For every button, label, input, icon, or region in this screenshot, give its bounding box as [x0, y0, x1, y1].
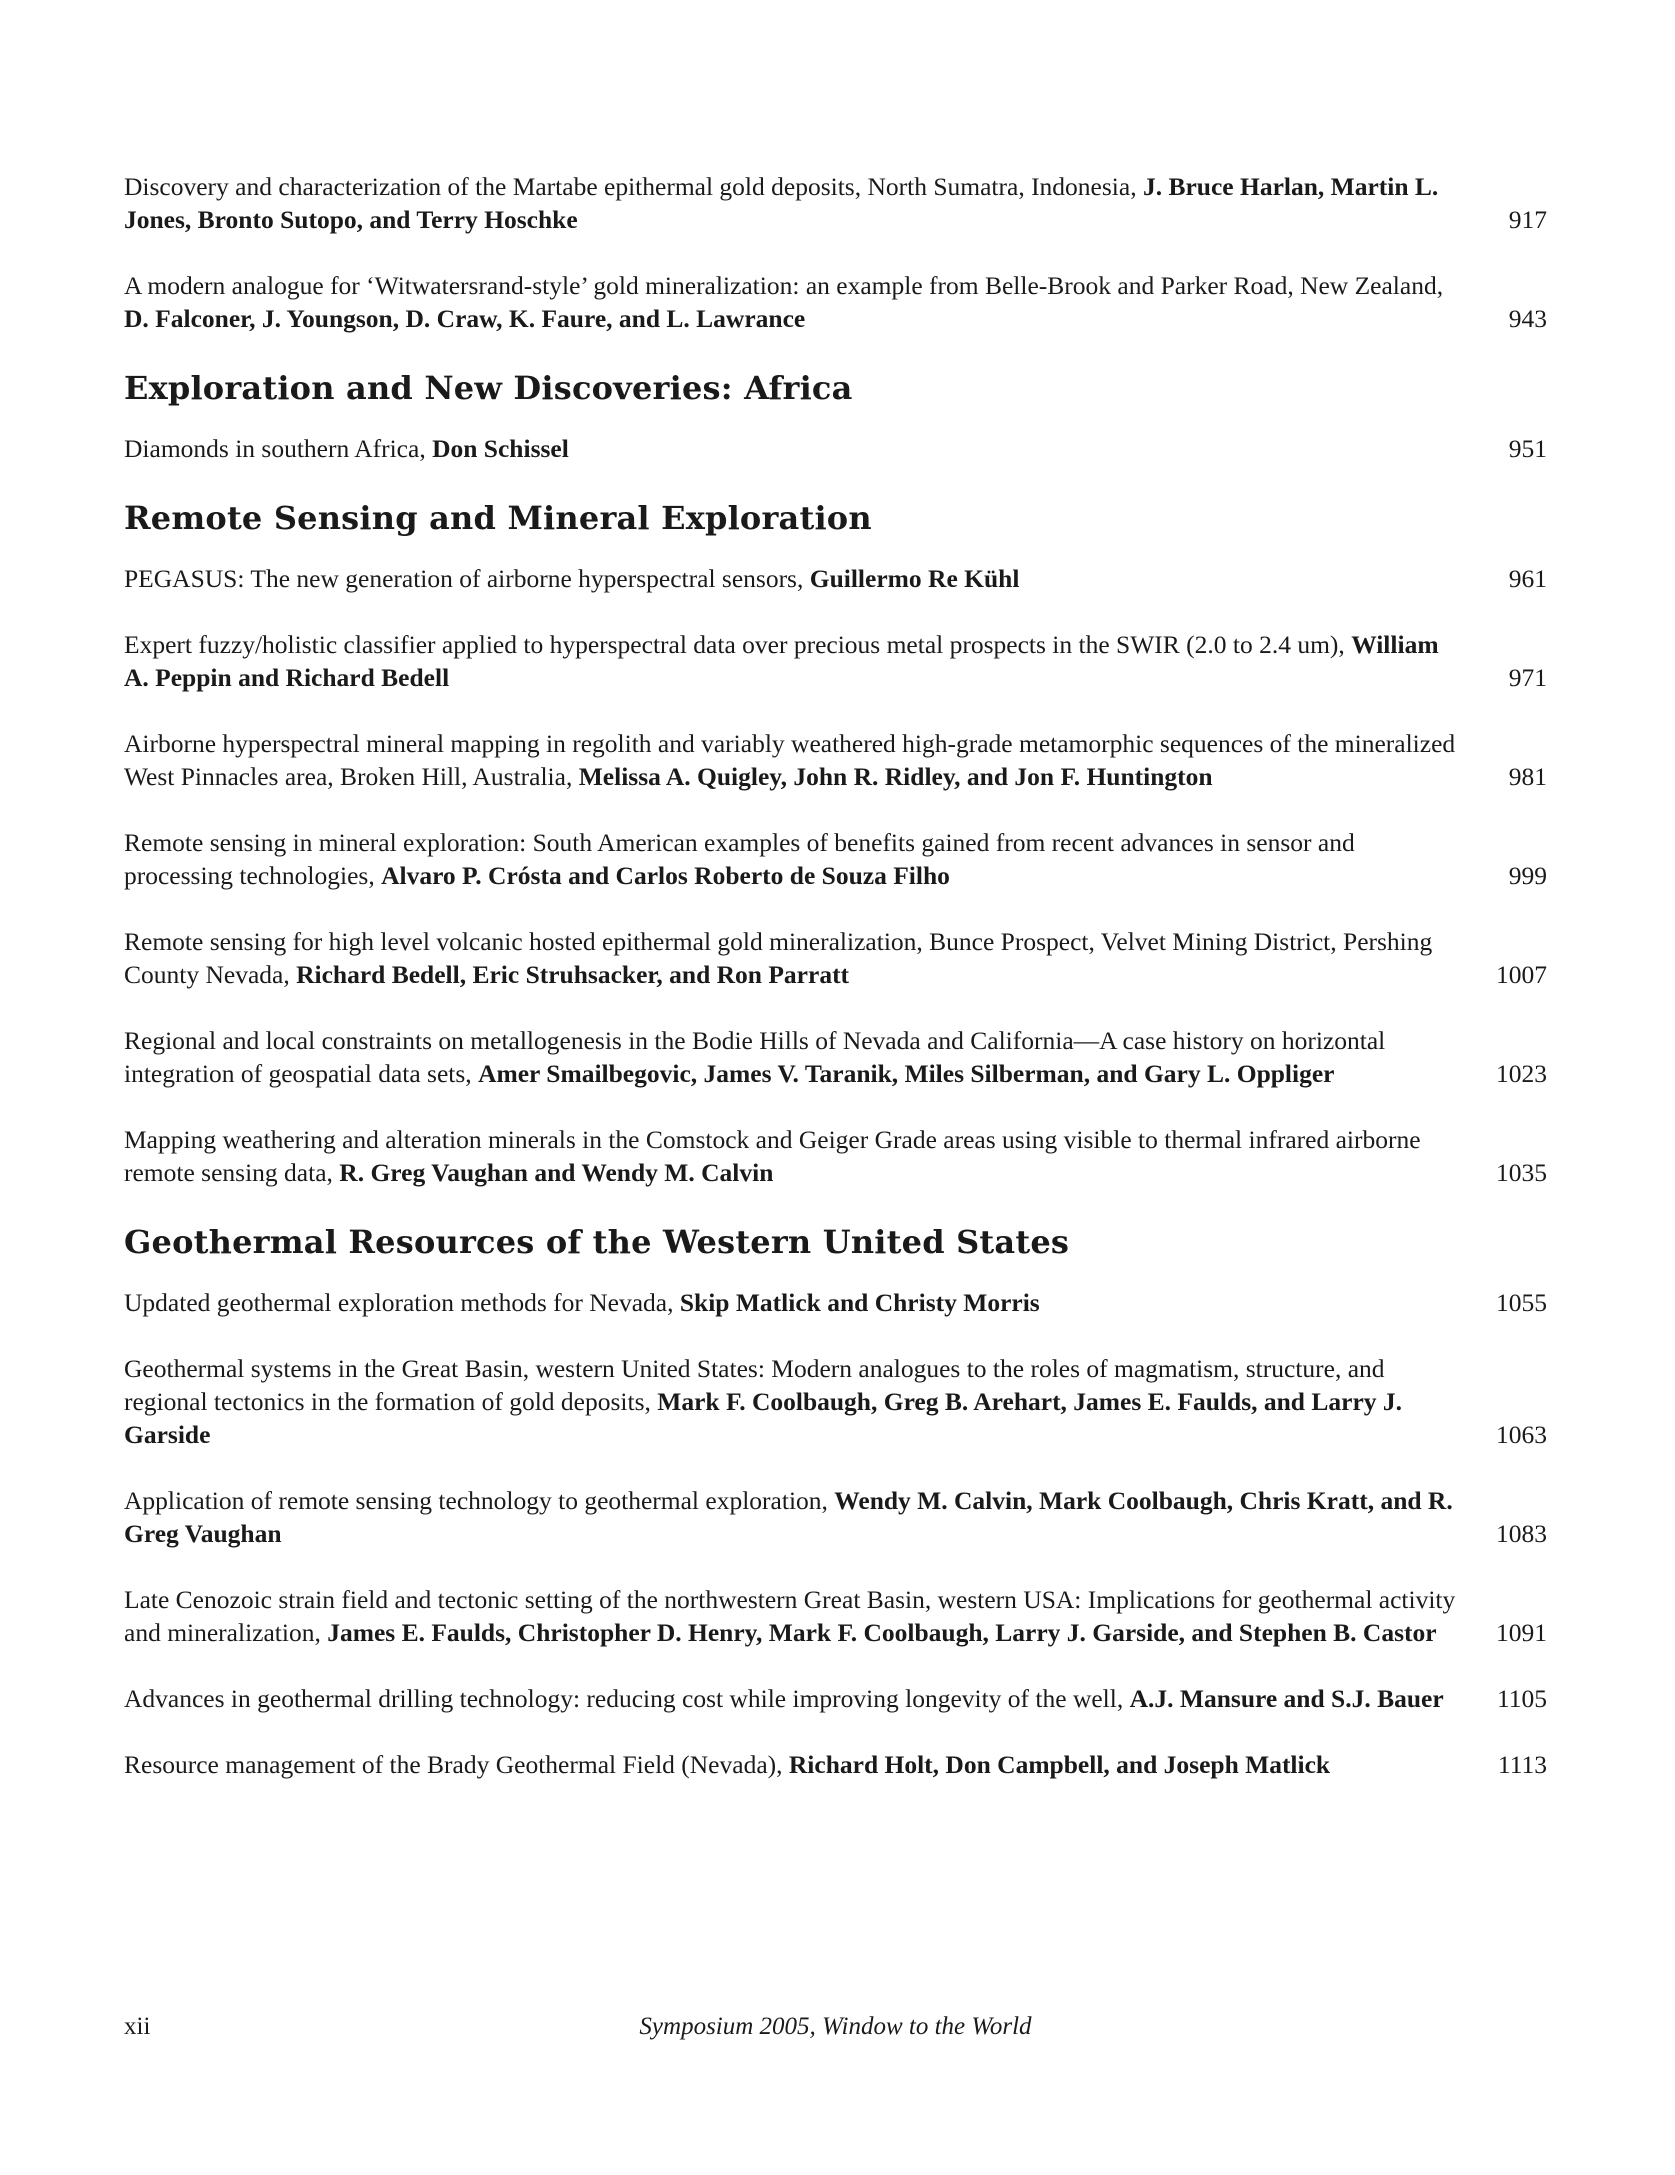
entry-title: Remote sensing in mineral exploration: South American examples of benefits gained from recent advances in sensor and processing technologies,: [124, 828, 1355, 890]
entry-text: [124, 826, 1485, 892]
entry-title: Diamonds in southern Africa,: [124, 434, 433, 463]
toc-entry: [124, 1583, 1547, 1649]
entry-page-number: 1113: [1497, 1750, 1547, 1779]
entry-text: [124, 432, 1485, 465]
toc-entry: [124, 925, 1547, 991]
entry-text: [124, 727, 1485, 793]
entry-title: Remote sensing for high level volcanic hosted epithermal gold mineralization, Bunce Prospect, Velvet Mining District, Pershing County Nevada,: [124, 927, 1433, 989]
entry-authors: Alvaro P. Crósta and Carlos Roberto de Souza Filho: [381, 861, 950, 890]
entry-page-number: 943: [1508, 304, 1547, 333]
entry-text: [124, 1352, 1485, 1451]
section-heading: Remote Sensing and Mineral Exploration: [124, 499, 872, 537]
entry-page-number: 1023: [1496, 1059, 1547, 1088]
toc-entry: [124, 1748, 1547, 1781]
entry-text: [124, 562, 1485, 595]
toc-entry: [124, 1286, 1547, 1319]
toc-entry: [124, 170, 1547, 236]
entry-authors: Skip Matlick and Christy Morris: [679, 1288, 1040, 1317]
entry-text: [124, 1123, 1485, 1189]
entry-title: Mapping weathering and alteration minerals in the Comstock and Geiger Grade areas using visible to thermal infrared airborne remote sensing data,: [124, 1125, 1421, 1187]
entry-page-number: 917: [1508, 205, 1547, 234]
entry-authors: R. Greg Vaughan and Wendy M. Calvin: [339, 1158, 774, 1187]
entry-text: [124, 170, 1485, 236]
toc-entry: [124, 1352, 1547, 1451]
entry-page-number: 1063: [1496, 1420, 1547, 1449]
entry-title: Geothermal systems in the Great Basin, western United States: Modern analogues to the roles of magmatism, structure, and regional tectonics in the formation of gold deposits,: [124, 1354, 1385, 1416]
entry-text: [124, 1748, 1485, 1781]
toc-entry: [124, 1484, 1547, 1550]
entry-page-number: 1083: [1496, 1519, 1547, 1548]
entry-text: [124, 1286, 1485, 1319]
entry-page-number: 999: [1508, 861, 1547, 890]
entry-authors: Wendy M. Calvin, Mark Coolbaugh, Chris Kratt, and R. Greg Vaughan: [124, 1486, 1453, 1548]
entry-title: Advances in geothermal drilling technology: reducing cost while improving longevity of the well,: [124, 1684, 1130, 1713]
toc-entry: [124, 727, 1547, 793]
entry-authors: William A. Peppin and Richard Bedell: [124, 630, 1439, 692]
entry-title: Expert fuzzy/holistic classifier applied to hyperspectral data over precious metal prospects in the SWIR (2.0 to 2.4 um),: [124, 630, 1352, 659]
entry-page-number: 1035: [1496, 1158, 1547, 1187]
entry-title: Resource management of the Brady Geothermal Field (Nevada),: [124, 1750, 789, 1779]
entry-page-number: 1055: [1496, 1288, 1547, 1317]
entry-authors: Melissa A. Quigley, John R. Ridley, and Jon F. Huntington: [578, 762, 1213, 791]
section-heading: Geothermal Resources of the Western United States: [124, 1223, 1070, 1261]
entry-text: [124, 1682, 1485, 1715]
entry-text: [124, 628, 1485, 694]
entry-text: [124, 269, 1485, 335]
entry-authors: Mark F. Coolbaugh, Greg B. Arehart, James E. Faulds, and Larry J. Garside: [124, 1387, 1403, 1449]
toc-entry: [124, 562, 1547, 595]
section-heading: Exploration and New Discoveries: Africa: [124, 369, 853, 407]
entry-title: Updated geothermal exploration methods for Nevada,: [124, 1288, 680, 1317]
entry-title: Regional and local constraints on metallogenesis in the Bodie Hills of Nevada and California—A case history on horizontal integration of geospatial data sets,: [124, 1026, 1386, 1088]
entry-text: [124, 1024, 1485, 1090]
table-of-contents: [124, 170, 1547, 1814]
entry-page-number: 1007: [1496, 960, 1547, 989]
entry-authors: Amer Smailbegovic, James V. Taranik, Miles Silberman, and Gary L. Oppliger: [478, 1059, 1335, 1088]
entry-authors: Richard Bedell, Eric Struhsacker, and Ron Parratt: [296, 960, 850, 989]
entry-page-number: 961: [1508, 564, 1547, 593]
entry-title: Discovery and characterization of the Martabe epithermal gold deposits, North Sumatra, Indonesia,: [124, 172, 1143, 201]
entry-page-number: 1105: [1496, 1684, 1547, 1713]
footer-publication-title: Symposium 2005, Window to the World: [639, 2013, 1032, 2040]
entry-authors: Richard Holt, Don Campbell, and Joseph Matlick: [788, 1750, 1331, 1779]
toc-entry: [124, 1024, 1547, 1090]
entry-title: Application of remote sensing technology to geothermal exploration,: [124, 1486, 835, 1515]
entry-authors: D. Falconer, J. Youngson, D. Craw, K. Faure, and L. Lawrance: [124, 304, 806, 333]
entry-title: Airborne hyperspectral mineral mapping in regolith and variably weathered high-grade metamorphic sequences of the mineralized West Pinnacles area, Broken Hill, Australia,: [124, 729, 1456, 791]
entry-authors: J. Bruce Harlan, Martin L. Jones, Bronto Sutopo, and Terry Hoschke: [124, 172, 1439, 234]
entry-text: [124, 925, 1485, 991]
toc-entry: [124, 628, 1547, 694]
toc-entry: [124, 269, 1547, 335]
entry-title: Late Cenozoic strain field and tectonic setting of the northwestern Great Basin, western USA: Implications for geothermal activity and mineralization,: [124, 1585, 1456, 1647]
entry-authors: James E. Faulds, Christopher D. Henry, Mark F. Coolbaugh, Larry J. Garside, and Stephen B. Castor: [327, 1618, 1437, 1647]
entry-text: [124, 1484, 1485, 1550]
entry-authors: Guillermo Re Kühl: [809, 564, 1020, 593]
entry-authors: A.J. Mansure and S.J. Bauer: [1129, 1684, 1444, 1713]
toc-entry: [124, 1123, 1547, 1189]
entry-page-number: 981: [1508, 762, 1547, 791]
entry-title: A modern analogue for ‘Witwatersrand-style’ gold mineralization: an example from Belle-Brook and Parker Road, New Zealand,: [124, 271, 1444, 300]
entry-title: PEGASUS: The new generation of airborne hyperspectral sensors,: [124, 564, 810, 593]
toc-entry: [124, 1682, 1547, 1715]
entry-text: [124, 1583, 1485, 1649]
entry-authors: Don Schissel: [432, 434, 569, 463]
toc-entry: [124, 826, 1547, 892]
entry-page-number: 1091: [1496, 1618, 1547, 1647]
footer-page-number: xii: [124, 2013, 151, 2040]
entry-page-number: 951: [1508, 434, 1547, 463]
toc-entry: [124, 432, 1547, 465]
entry-page-number: 971: [1508, 663, 1547, 692]
